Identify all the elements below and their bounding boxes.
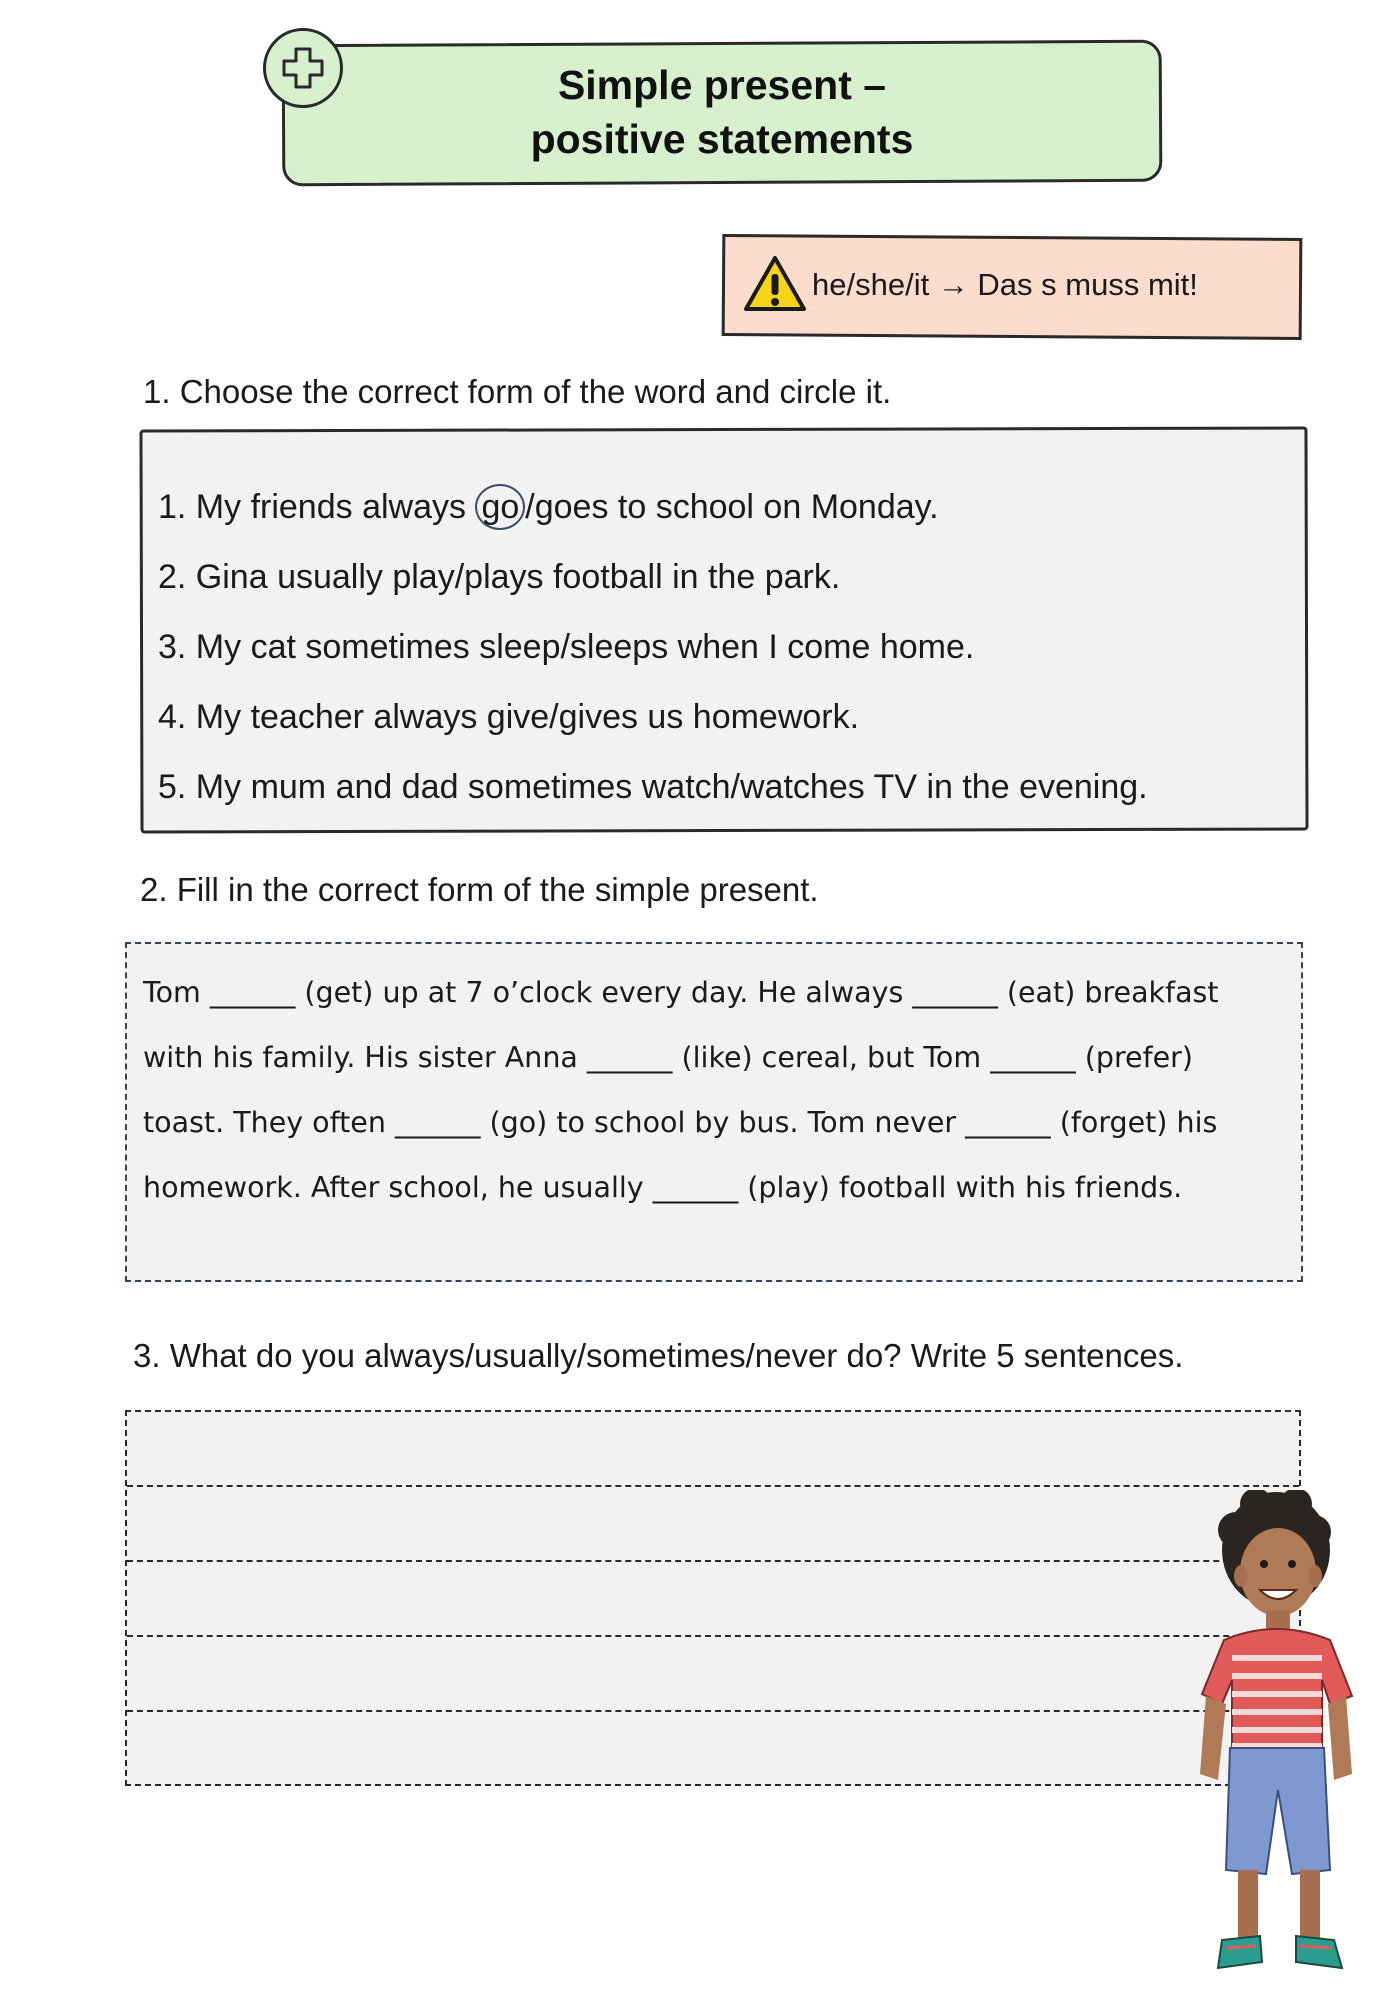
boy-illustration [1196, 1490, 1356, 1976]
task2-line-2[interactable]: with his family. His sister Anna ______ (like) cereal, but Tom ______ (prefer) [143, 1041, 1193, 1074]
task2-line-4[interactable]: homework. After school, he usually ______ (play) football with his friends. [143, 1171, 1183, 1204]
plus-icon [263, 28, 343, 108]
task1-item-3[interactable]: 3. My cat sometimes sleep/sleeps when I come home. [158, 628, 975, 666]
page-title [282, 58, 1162, 166]
writing-lines-box[interactable] [125, 1410, 1301, 1786]
title-line-2: positive statements [530, 116, 914, 162]
circled-answer[interactable]: go [475, 484, 525, 530]
task3-heading: 3. What do you always/usually/sometimes/never do? Write 5 sentences. [133, 1337, 1184, 1374]
task1-heading: 1. Choose the correct form of the word and circle it. [143, 373, 892, 410]
title-line-1: Simple present – [557, 62, 887, 108]
note-text: he/she/it → Das s muss mit! [812, 267, 1198, 302]
task1-item-4[interactable]: 4. My teacher always give/gives us homework. [158, 698, 860, 736]
task1-list [158, 472, 1288, 822]
writing-line-divider [127, 1635, 1299, 1637]
warning-triangle-icon [742, 254, 808, 314]
task1-item-1-prefix: 1. My friends always [158, 488, 476, 526]
task2-heading: 2. Fill in the correct form of the simple present. [140, 871, 819, 908]
task1-item-2[interactable]: 2. Gina usually play/plays football in the park. [158, 558, 841, 596]
writing-line-divider [127, 1710, 1299, 1712]
writing-line-divider [127, 1560, 1299, 1562]
task1-item-1 [158, 472, 1288, 542]
task2-line-3[interactable]: toast. They often ______ (go) to school by bus. Tom never ______ (forget) his [143, 1106, 1218, 1139]
task2-line-1[interactable]: Tom ______ (get) up at 7 o’clock every day. He always ______ (eat) breakfast [143, 976, 1219, 1009]
task1-item-1-suffix: /goes to school on Monday. [525, 488, 939, 526]
writing-line-divider [127, 1485, 1299, 1487]
task1-item-5[interactable]: 5. My mum and dad sometimes watch/watches TV in the evening. [158, 768, 1148, 806]
task2-text[interactable] [143, 960, 1293, 1220]
